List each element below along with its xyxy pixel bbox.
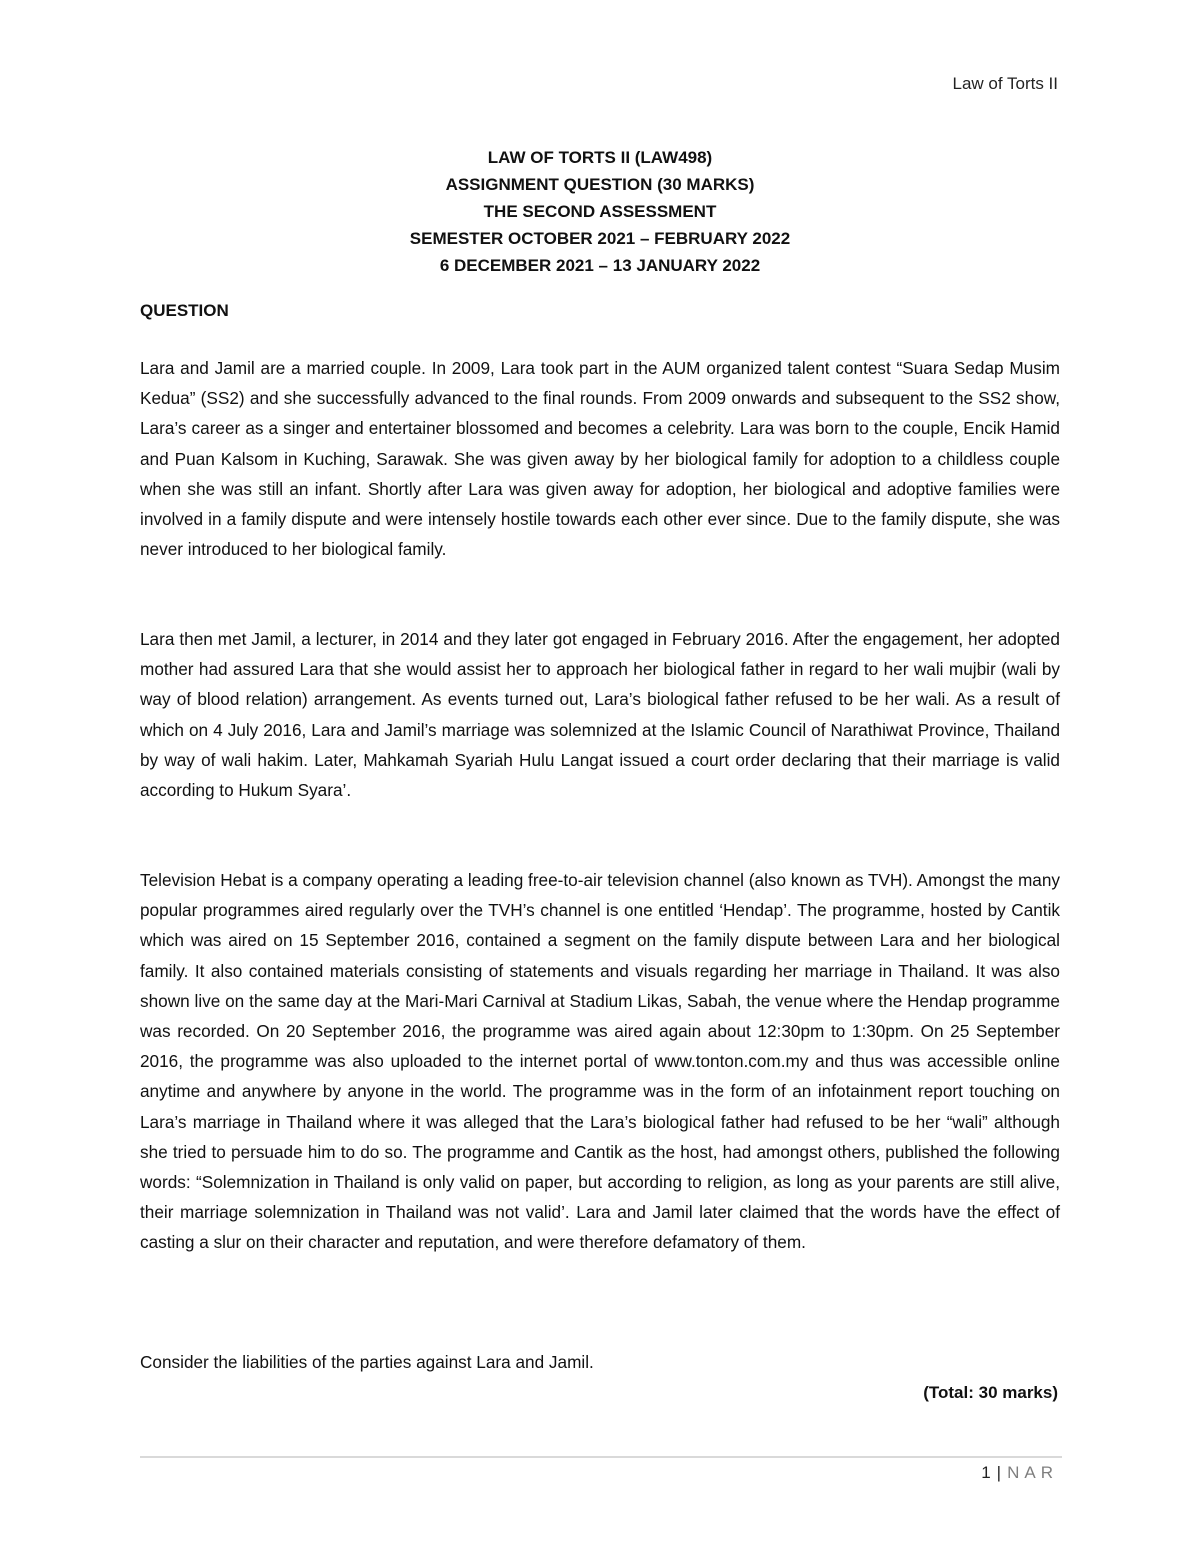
question-heading: QUESTION (140, 301, 229, 320)
page-footer (981, 1463, 1058, 1483)
semester-line: SEMESTER OCTOBER 2021 – FEBRUARY 2022 (409, 229, 791, 248)
assignment-title: ASSIGNMENT QUESTION (30 MARKS) (445, 175, 755, 194)
total-marks: (Total: 30 marks) (923, 1383, 1058, 1402)
question-paragraph: Lara then met Jamil, a lecturer, in 2014 and they later got engaged in February 2016. After the engagement, her adopted mother had assured Lara that she would assist her to approach her biological father in regard to her wali mujbir (wali by way of blood relation) arrangement. As events turned out, Lara’s biological father refused to be her wali. As a result of which on 4 July 2016, Lara and Jamil’s marriage was solemnized at the Islamic Council of Narathiwat Province, Thailand by way of wali hakim. Later, Mahkamah Syariah Hulu Langat issued a court order declaring that their marriage is valid according to Hukum Syara’. (140, 629, 1060, 801)
assessment-title: THE SECOND ASSESSMENT (483, 202, 717, 221)
title-block (140, 144, 1060, 279)
date-range-line: 6 DECEMBER 2021 – 13 JANUARY 2022 (439, 256, 761, 275)
course-title: LAW OF TORTS II (LAW498) (487, 148, 713, 167)
question-instruction: Consider the liabilities of the parties against Lara and Jamil. (140, 1352, 594, 1372)
page-number: 1 (981, 1463, 991, 1482)
question-paragraph: Television Hebat is a company operating a leading free-to-air television channel (also known as TVH). Amongst the many popular programmes aired regularly over the TVH’s channel is one entitled ‘Hendap’. The programme, hosted by Cantik which was aired on 15 September 2016, contained a segment on the family dispute between Lara and her biological family. It also contained materials consisting of statements and visuals regarding her marriage in Thailand. It was also shown live on the same day at the Mari-Mari Carnival at Stadium Likas, Sabah, the venue where the Hendap programme was recorded. On 20 September 2016, the programme was aired again about 12:30pm to 1:30pm. On 25 September 2016, the programme was also uploaded to the internet portal of www.tonton.com.my and thus was accessible online anytime and anywhere by anyone in the world. The programme was in the form of an infotainment report touching on Lara’s marriage in Thailand where it was alleged that the Lara’s biological father had refused to be her “wali” although she tried to persuade him to do so. The programme and Cantik as the host, had amongst others, published the following words: “Solemnization in Thailand is only valid on paper, but according to religion, as long as your parents are still alive, their marriage solemnization in Thailand was not valid’. Lara and Jamil later claimed that the words have the effect of casting a slur on their character and reputation, and were therefore defamatory of them. (140, 870, 1060, 1253)
footer-divider (140, 1456, 1062, 1458)
footer-separator: | (996, 1463, 1002, 1482)
author-initials: NAR (1007, 1463, 1058, 1482)
question-paragraph: Lara and Jamil are a married couple. In 2009, Lara took part in the AUM organized talent contest “Suara Sedap Musim Kedua” (SS2) and she successfully advanced to the final rounds. From 2009 onwards and subsequent to the SS2 show, Lara’s career as a singer and entertainer blossomed and becomes a celebrity. Lara was born to the couple, Encik Hamid and Puan Kalsom in Kuching, Sarawak. She was given away by her biological family for adoption to a childless couple when she was still an infant. Shortly after Lara was given away for adoption, her biological and adoptive families were involved in a family dispute and were intensely hostile towards each other ever since. Due to the family dispute, she was never introduced to her biological family. (140, 358, 1060, 560)
running-header: Law of Torts II (952, 74, 1058, 93)
